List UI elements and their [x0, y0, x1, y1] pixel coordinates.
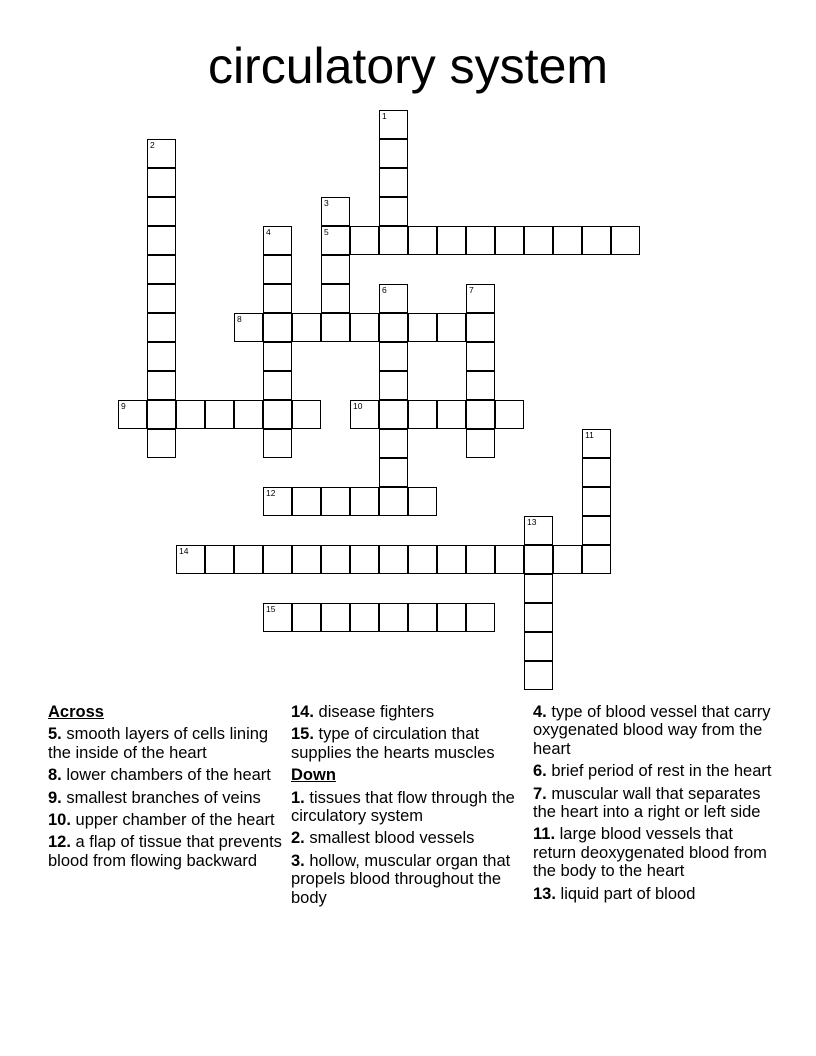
down-heading: Down: [291, 766, 336, 785]
grid-cell[interactable]: [263, 487, 292, 516]
grid-cell[interactable]: [379, 603, 408, 632]
grid-cell[interactable]: [582, 516, 611, 545]
grid-cell[interactable]: [379, 400, 408, 429]
grid-cell[interactable]: [292, 313, 321, 342]
grid-cell[interactable]: [321, 313, 350, 342]
grid-cell[interactable]: [263, 371, 292, 400]
clue-down-2: 2. smallest blood vessels: [291, 829, 475, 848]
grid-cell[interactable]: [466, 226, 495, 255]
grid-cell[interactable]: [495, 400, 524, 429]
grid-cell[interactable]: [379, 487, 408, 516]
grid-cell[interactable]: [408, 400, 437, 429]
grid-cell[interactable]: [524, 516, 553, 545]
clue-number: 11: [585, 430, 594, 440]
grid-cell[interactable]: [437, 400, 466, 429]
grid-cell[interactable]: [466, 284, 495, 313]
grid-cell[interactable]: [466, 429, 495, 458]
grid-cell[interactable]: [524, 661, 553, 690]
grid-cell[interactable]: [147, 284, 176, 313]
grid-cell[interactable]: [263, 284, 292, 313]
grid-cell[interactable]: [524, 226, 553, 255]
clue-number: 12: [266, 488, 276, 498]
grid-cell[interactable]: [437, 545, 466, 574]
grid-cell[interactable]: [321, 226, 350, 255]
grid-cell[interactable]: [292, 487, 321, 516]
grid-cell[interactable]: [524, 545, 553, 574]
grid-cell[interactable]: [147, 197, 176, 226]
grid-cell[interactable]: [379, 342, 408, 371]
clue-number: 1: [382, 111, 387, 121]
grid-cell[interactable]: [582, 487, 611, 516]
clue-down-6: 6. brief period of rest in the heart: [533, 762, 772, 781]
grid-cell[interactable]: [466, 603, 495, 632]
grid-cell[interactable]: [350, 545, 379, 574]
grid-cell[interactable]: [379, 545, 408, 574]
grid-cell[interactable]: [379, 371, 408, 400]
grid-cell[interactable]: [321, 197, 350, 226]
clue-down-13: 13. liquid part of blood: [533, 884, 696, 903]
grid-cell[interactable]: [466, 400, 495, 429]
grid-cell[interactable]: [350, 226, 379, 255]
grid-cell[interactable]: [408, 545, 437, 574]
grid-cell[interactable]: [321, 545, 350, 574]
grid-cell[interactable]: [408, 313, 437, 342]
grid-cell[interactable]: [437, 226, 466, 255]
grid-cell[interactable]: [582, 429, 611, 458]
across-heading: Across: [48, 703, 104, 721]
grid-cell[interactable]: [408, 487, 437, 516]
grid-cell[interactable]: [147, 313, 176, 342]
clue-number: 7: [469, 285, 474, 295]
clue-number: 2: [150, 140, 155, 150]
grid-cell[interactable]: [205, 400, 234, 429]
grid-cell[interactable]: [147, 255, 176, 284]
clue-number: 14: [179, 546, 189, 556]
clue-column-1: [48, 703, 284, 874]
clue-down-1: 1. tissues that flow through the circulatory system: [291, 788, 515, 826]
grid-cell[interactable]: [321, 284, 350, 313]
clue-down-3: 3. hollow, muscular organ that propels blood throughout the body: [291, 851, 511, 907]
grid-cell[interactable]: [263, 226, 292, 255]
clue-number: 10: [353, 401, 363, 411]
clue-across-12: 12. a flap of tissue that prevents blood from flowing backward: [48, 833, 282, 870]
grid-cell[interactable]: [292, 400, 321, 429]
clue-number: 4: [266, 227, 271, 237]
grid-cell[interactable]: [321, 255, 350, 284]
grid-cell[interactable]: [379, 226, 408, 255]
clue-number: 3: [324, 198, 329, 208]
clue-number: 15: [266, 604, 276, 614]
grid-cell[interactable]: [147, 371, 176, 400]
grid-cell[interactable]: [234, 400, 263, 429]
clue-across-14: 14. disease fighters: [291, 703, 435, 721]
grid-cell[interactable]: [234, 545, 263, 574]
grid-cell[interactable]: [292, 603, 321, 632]
clue-column-2: [291, 703, 527, 911]
grid-cell[interactable]: [553, 545, 582, 574]
grid-cell[interactable]: [263, 400, 292, 429]
clue-column-3: [533, 703, 773, 907]
grid-cell[interactable]: [234, 313, 263, 342]
clue-across-10: 10. upper chamber of the heart: [48, 811, 275, 830]
grid-cell[interactable]: [118, 400, 147, 429]
grid-cell[interactable]: [147, 342, 176, 371]
grid-cell[interactable]: [524, 632, 553, 661]
clue-number: 13: [527, 517, 537, 527]
clue-across-9: 9. smallest branches of veins: [48, 788, 261, 807]
grid-cell[interactable]: [379, 110, 408, 139]
grid-cell[interactable]: [147, 226, 176, 255]
grid-cell[interactable]: [379, 197, 408, 226]
grid-cell[interactable]: [379, 139, 408, 168]
grid-cell[interactable]: [437, 603, 466, 632]
grid-cell[interactable]: [495, 545, 524, 574]
grid-cell[interactable]: [263, 545, 292, 574]
grid-cell[interactable]: [408, 603, 437, 632]
grid-cell[interactable]: [466, 342, 495, 371]
grid-cell[interactable]: [263, 429, 292, 458]
grid-cell[interactable]: [147, 400, 176, 429]
clue-across-15: 15. type of circulation that supplies the hearts muscles: [291, 725, 495, 762]
grid-cell[interactable]: [350, 313, 379, 342]
grid-cell[interactable]: [176, 400, 205, 429]
grid-cell[interactable]: [379, 284, 408, 313]
grid-cell[interactable]: [611, 226, 640, 255]
clue-number: 9: [121, 401, 126, 411]
grid-cell[interactable]: [524, 603, 553, 632]
grid-cell[interactable]: [582, 458, 611, 487]
grid-cell[interactable]: [350, 603, 379, 632]
grid-cell[interactable]: [321, 487, 350, 516]
grid-cell[interactable]: [147, 139, 176, 168]
grid-cell[interactable]: [379, 168, 408, 197]
grid-cell[interactable]: [408, 226, 437, 255]
clue-down-11: 11. large blood vessels that return deoxygenated blood from the body to the heart: [533, 825, 767, 881]
grid-cell[interactable]: [582, 545, 611, 574]
grid-cell[interactable]: [524, 574, 553, 603]
grid-cell[interactable]: [205, 545, 234, 574]
clue-across-8: 8. lower chambers of the heart: [48, 766, 271, 785]
clue-number: 6: [382, 285, 387, 295]
page-title: circulatory system: [207, 38, 609, 94]
grid-cell[interactable]: [292, 545, 321, 574]
grid-cell[interactable]: [147, 429, 176, 458]
grid-cell[interactable]: [466, 545, 495, 574]
grid-cell[interactable]: [263, 255, 292, 284]
grid-cell[interactable]: [176, 545, 205, 574]
grid-cell[interactable]: [466, 371, 495, 400]
clue-number: 8: [237, 314, 242, 324]
grid-cell[interactable]: [263, 313, 292, 342]
grid-cell[interactable]: [147, 168, 176, 197]
grid-cell[interactable]: [582, 226, 611, 255]
grid-cell[interactable]: [350, 487, 379, 516]
grid-cell[interactable]: [350, 400, 379, 429]
grid-cell[interactable]: [379, 313, 408, 342]
grid-cell[interactable]: [466, 313, 495, 342]
grid-cell[interactable]: [263, 603, 292, 632]
grid-cell[interactable]: [437, 313, 466, 342]
grid-cell[interactable]: [379, 429, 408, 458]
clue-down-7: 7. muscular wall that separates the heart into a right or left side: [533, 784, 761, 822]
grid-cell[interactable]: [263, 342, 292, 371]
grid-cell[interactable]: [553, 226, 582, 255]
grid-cell[interactable]: [495, 226, 524, 255]
clue-down-4: 4. type of blood vessel that carry oxygenated blood way from the heart: [533, 703, 771, 758]
grid-cell[interactable]: [321, 603, 350, 632]
clue-across-5: 5. smooth layers of cells lining the inside of the heart: [48, 725, 269, 762]
grid-cell[interactable]: [379, 458, 408, 487]
clue-number: 5: [324, 227, 329, 237]
